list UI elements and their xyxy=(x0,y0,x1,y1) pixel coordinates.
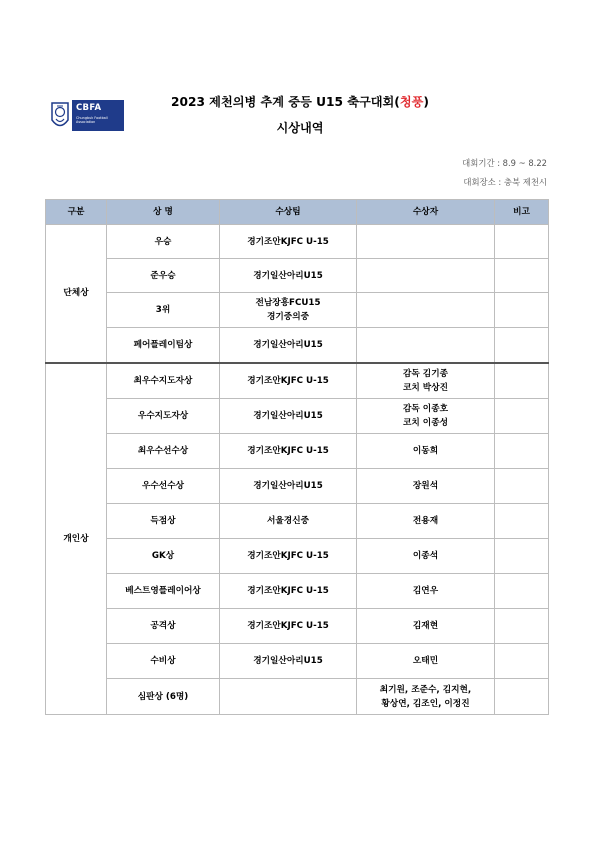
note-cell xyxy=(495,609,549,644)
team-cell: 경기조안KJFC U-15 xyxy=(220,225,357,259)
award-cell: 득점상 xyxy=(107,504,220,539)
note-cell xyxy=(495,225,549,259)
winner-cell xyxy=(357,259,495,293)
note-cell xyxy=(495,574,549,609)
note-cell xyxy=(495,293,549,328)
note-cell xyxy=(495,328,549,363)
winner-line: 코치 박상진 xyxy=(403,382,448,393)
winner-cell: 장원석 xyxy=(357,469,495,504)
winner-cell xyxy=(357,328,495,363)
team-line: 전남장흥FCU15 xyxy=(255,298,321,308)
award-cell: 우수선수상 xyxy=(107,469,220,504)
team-cell: 경기일산아리U15 xyxy=(220,644,357,679)
team-cell: 경기조안KJFC U-15 xyxy=(220,539,357,574)
title-prefix: 2023 제천의병 추계 중등 U15 축구대회( xyxy=(171,95,400,109)
team-cell: 경기일산아리U15 xyxy=(220,259,357,293)
event-period: 대회기간 : 8.9 ~ 8.22 xyxy=(462,158,547,168)
table-row xyxy=(46,539,549,574)
award-cell: GK상 xyxy=(107,539,220,574)
winner-line: 코치 이종성 xyxy=(403,418,448,428)
award-cell: 수비상 xyxy=(107,644,220,679)
winner-cell xyxy=(357,363,495,399)
note-cell xyxy=(495,259,549,293)
note-cell xyxy=(495,399,549,434)
winner-line: 감독 이종호 xyxy=(403,404,448,414)
award-cell: 우승 xyxy=(107,225,220,259)
lion-crest-icon xyxy=(50,100,70,132)
award-cell: 준우승 xyxy=(107,259,220,293)
winner-cell xyxy=(357,293,495,328)
table-row xyxy=(46,504,549,539)
winner-cell: 전용재 xyxy=(357,504,495,539)
team-cell: 경기조안KJFC U-15 xyxy=(220,609,357,644)
table-row xyxy=(46,225,549,259)
note-cell xyxy=(495,434,549,469)
team-cell: 경기일산아리U15 xyxy=(220,469,357,504)
header-team: 수상팀 xyxy=(220,200,357,225)
logo-badge xyxy=(72,100,124,131)
award-cell: 공격상 xyxy=(107,609,220,644)
page-title xyxy=(140,93,460,110)
title-accent: 청풍 xyxy=(399,95,424,109)
winner-line: 감독 김기종 xyxy=(403,368,448,379)
winner-line: 최기원, 조준수, 김지현, xyxy=(379,684,472,695)
team-cell: 경기조안KJFC U-15 xyxy=(220,574,357,609)
table-row xyxy=(46,469,549,504)
table-row xyxy=(46,574,549,609)
header-winner: 수상자 xyxy=(357,200,495,225)
page-subtitle: 시상내역 xyxy=(276,121,324,135)
winner-cell xyxy=(357,225,495,259)
note-cell xyxy=(495,504,549,539)
event-venue: 대회장소 : 충북 제천시 xyxy=(463,177,547,187)
award-cell: 최우수지도자상 xyxy=(107,363,220,399)
logo-full-name: Chungbuk Football Association xyxy=(76,116,108,125)
team-cell: 경기조안KJFC U-15 xyxy=(220,363,357,399)
award-cell: 베스트영플레이어상 xyxy=(107,574,220,609)
team-cell: 경기일산아리U15 xyxy=(220,399,357,434)
award-cell: 우수지도자상 xyxy=(107,399,220,434)
note-cell xyxy=(495,469,549,504)
table-row xyxy=(46,399,549,434)
team-line: 경기중의중 xyxy=(267,312,309,322)
table-row xyxy=(46,609,549,644)
table-row xyxy=(46,644,549,679)
winner-cell xyxy=(357,399,495,434)
winner-cell: 김재현 xyxy=(357,609,495,644)
note-cell xyxy=(495,363,549,399)
winner-cell: 이종석 xyxy=(357,539,495,574)
note-cell xyxy=(495,644,549,679)
table-header-row xyxy=(46,200,549,225)
header-category: 구분 xyxy=(46,200,107,225)
note-cell xyxy=(495,679,549,715)
winner-cell: 김연우 xyxy=(357,574,495,609)
awards-table xyxy=(45,199,549,715)
title-suffix: ) xyxy=(423,95,429,109)
table-row xyxy=(46,434,549,469)
cbfa-logo xyxy=(50,100,126,132)
team-cell: 경기조안KJFC U-15 xyxy=(220,434,357,469)
award-cell: 3위 xyxy=(107,293,220,328)
winner-cell: 이동희 xyxy=(357,434,495,469)
team-cell: 서울경신중 xyxy=(220,504,357,539)
award-cell: 심판상 (6명) xyxy=(107,679,220,715)
team-cell: 경기일산아리U15 xyxy=(220,328,357,363)
table-row xyxy=(46,259,549,293)
winner-cell xyxy=(357,679,495,715)
header-note: 비고 xyxy=(495,200,549,225)
header-award: 상 명 xyxy=(107,200,220,225)
award-cell: 페어플레이팀상 xyxy=(107,328,220,363)
team-cell xyxy=(220,293,357,328)
table-row xyxy=(46,328,549,363)
table-row xyxy=(46,363,549,399)
team-cell xyxy=(220,679,357,715)
award-cell: 최우수선수상 xyxy=(107,434,220,469)
group-label-team: 단체상 xyxy=(46,225,107,363)
winner-cell: 오태민 xyxy=(357,644,495,679)
group-label-individual: 개인상 xyxy=(46,363,107,715)
winner-line: 황상연, 김조인, 이정진 xyxy=(381,698,470,709)
note-cell xyxy=(495,539,549,574)
logo-abbr: CBFA xyxy=(76,103,102,113)
table-row xyxy=(46,293,549,328)
table-row xyxy=(46,679,549,715)
